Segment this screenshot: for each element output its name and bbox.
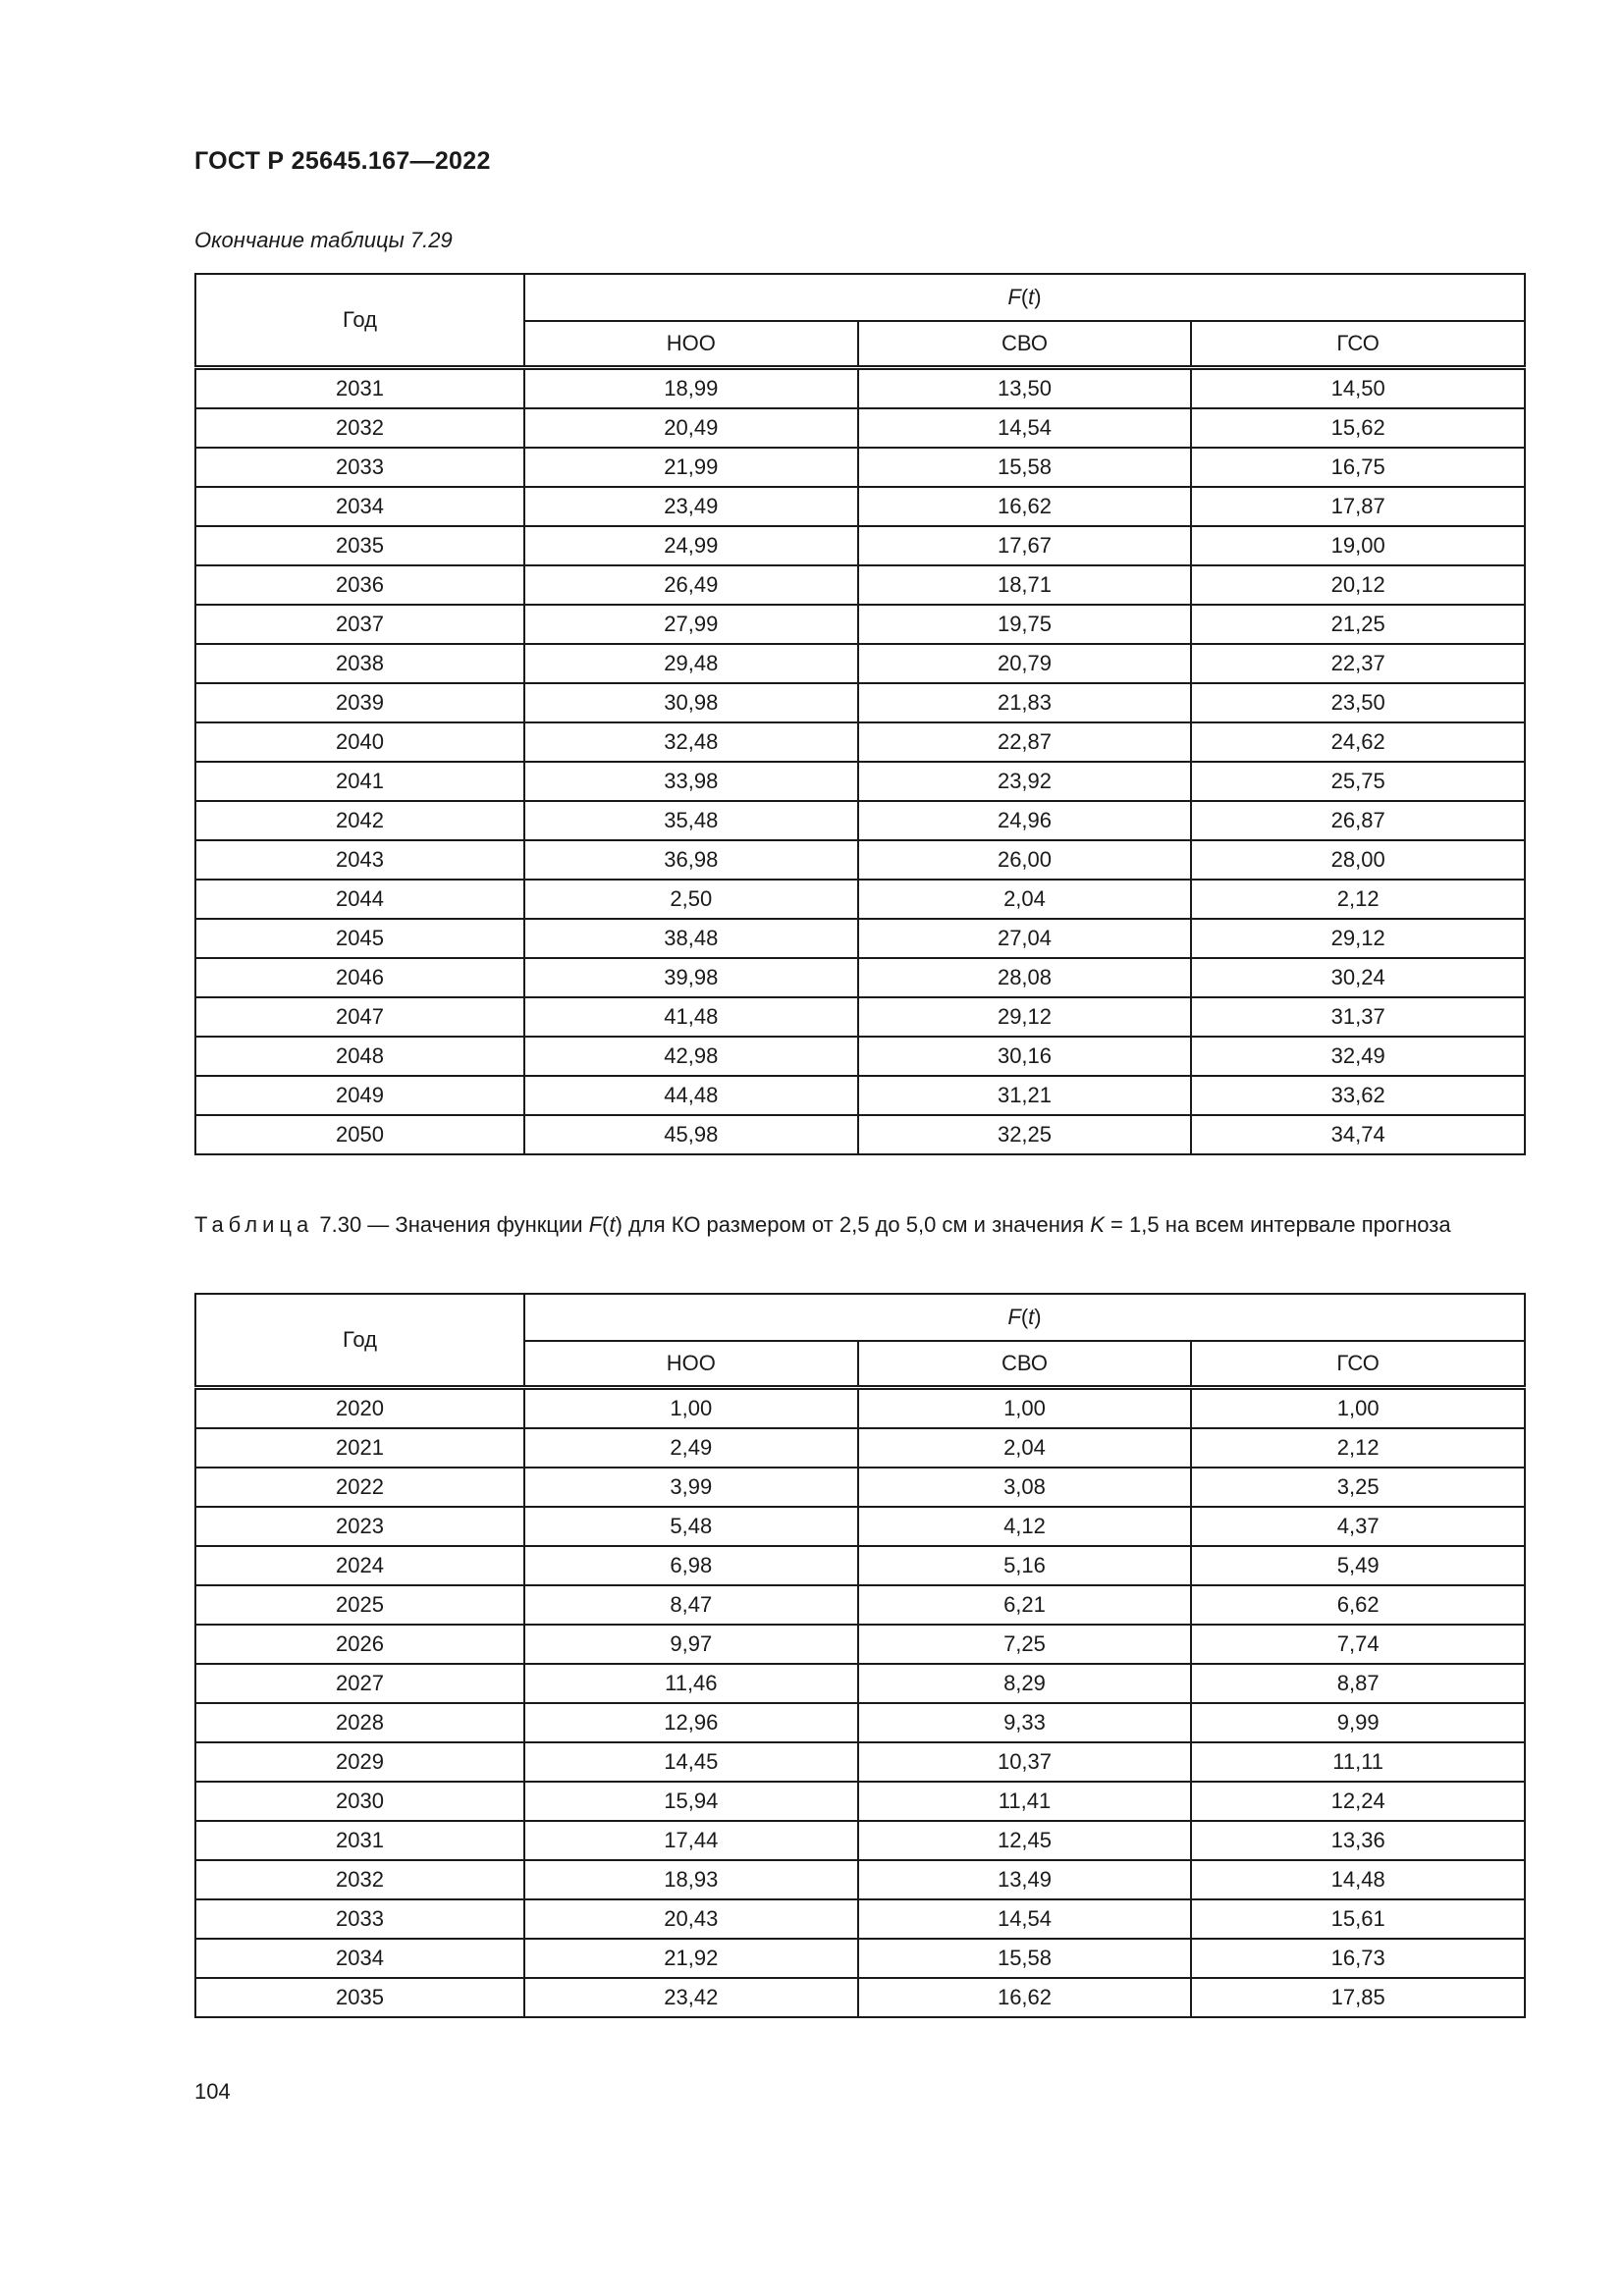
year-cell: 2035: [195, 526, 524, 565]
f-t-header: F(t): [524, 274, 1525, 321]
value-cell: 28,08: [858, 958, 1192, 997]
table-row: [195, 1899, 1525, 1939]
value-cell: 21,92: [524, 1939, 858, 1978]
year-cell: 2043: [195, 840, 524, 880]
value-cell: 14,54: [858, 1899, 1192, 1939]
year-cell: 2032: [195, 408, 524, 448]
value-cell: 21,99: [524, 448, 858, 487]
value-cell: 12,24: [1191, 1782, 1525, 1821]
year-cell: 2020: [195, 1388, 524, 1429]
table-7-30: [194, 1293, 1526, 2018]
table-7-29: [194, 273, 1526, 1155]
table-row: [195, 1115, 1525, 1154]
value-cell: 14,50: [1191, 368, 1525, 409]
value-cell: 20,79: [858, 644, 1192, 683]
table-row: [195, 762, 1525, 801]
value-cell: 38,48: [524, 919, 858, 958]
value-cell: 16,75: [1191, 448, 1525, 487]
value-cell: 18,71: [858, 565, 1192, 605]
value-cell: 13,49: [858, 1860, 1192, 1899]
table-row: [195, 1782, 1525, 1821]
year-cell: 2045: [195, 919, 524, 958]
value-cell: 2,04: [858, 1428, 1192, 1468]
value-cell: 36,98: [524, 840, 858, 880]
value-cell: 16,62: [858, 1978, 1192, 2017]
value-cell: 2,49: [524, 1428, 858, 1468]
year-cell: 2041: [195, 762, 524, 801]
year-cell: 2046: [195, 958, 524, 997]
value-cell: 2,04: [858, 880, 1192, 919]
value-cell: 26,00: [858, 840, 1192, 880]
table-row: [195, 408, 1525, 448]
year-cell: 2049: [195, 1076, 524, 1115]
table-row: [195, 1978, 1525, 2017]
value-cell: 4,37: [1191, 1507, 1525, 1546]
table-body: [195, 1388, 1525, 2018]
value-cell: 17,44: [524, 1821, 858, 1860]
value-cell: 13,36: [1191, 1821, 1525, 1860]
year-cell: 2030: [195, 1782, 524, 1821]
value-cell: 23,42: [524, 1978, 858, 2017]
value-cell: 12,45: [858, 1821, 1192, 1860]
table-row: [195, 526, 1525, 565]
value-cell: 5,48: [524, 1507, 858, 1546]
year-cell: 2025: [195, 1585, 524, 1625]
value-cell: 10,37: [858, 1742, 1192, 1782]
value-cell: 22,37: [1191, 644, 1525, 683]
table-7-30-caption: Таблица 7.30 — Значения функции F(t) для КО размером от 2,5 до 5,0 см и значения K = 1,5 на всем интервале прогноза: [194, 1212, 1451, 1237]
column-header-svo: СВО: [858, 1341, 1192, 1388]
year-cell: 2021: [195, 1428, 524, 1468]
value-cell: 5,16: [858, 1546, 1192, 1585]
table-row: [195, 880, 1525, 919]
value-cell: 9,97: [524, 1625, 858, 1664]
value-cell: 2,12: [1191, 880, 1525, 919]
table-row: [195, 1939, 1525, 1978]
year-cell: 2026: [195, 1625, 524, 1664]
table-row: [195, 1037, 1525, 1076]
table-row: [195, 1860, 1525, 1899]
value-cell: 29,48: [524, 644, 858, 683]
value-cell: 31,21: [858, 1076, 1192, 1115]
table-row: [195, 1507, 1525, 1546]
value-cell: 39,98: [524, 958, 858, 997]
value-cell: 31,37: [1191, 997, 1525, 1037]
value-cell: 6,21: [858, 1585, 1192, 1625]
year-cell: 2024: [195, 1546, 524, 1585]
value-cell: 44,48: [524, 1076, 858, 1115]
value-cell: 19,75: [858, 605, 1192, 644]
value-cell: 8,87: [1191, 1664, 1525, 1703]
value-cell: 25,75: [1191, 762, 1525, 801]
table-body: [195, 368, 1525, 1155]
year-cell: 2033: [195, 448, 524, 487]
value-cell: 45,98: [524, 1115, 858, 1154]
year-cell: 2047: [195, 997, 524, 1037]
table-row: [195, 1428, 1525, 1468]
year-cell: 2034: [195, 1939, 524, 1978]
value-cell: 18,99: [524, 368, 858, 409]
value-cell: 20,12: [1191, 565, 1525, 605]
value-cell: 6,98: [524, 1546, 858, 1585]
year-column-header: Год: [195, 1294, 524, 1388]
year-cell: 2022: [195, 1468, 524, 1507]
value-cell: 21,25: [1191, 605, 1525, 644]
year-cell: 2050: [195, 1115, 524, 1154]
value-cell: 33,98: [524, 762, 858, 801]
value-cell: 26,49: [524, 565, 858, 605]
value-cell: 17,67: [858, 526, 1192, 565]
table-row: [195, 722, 1525, 762]
value-cell: 35,48: [524, 801, 858, 840]
page-number: 104: [194, 2079, 231, 2104]
year-column-header: Год: [195, 274, 524, 368]
value-cell: 8,29: [858, 1664, 1192, 1703]
year-cell: 2028: [195, 1703, 524, 1742]
value-cell: 4,12: [858, 1507, 1192, 1546]
document-header: ГОСТ Р 25645.167—2022: [194, 147, 491, 175]
value-cell: 14,48: [1191, 1860, 1525, 1899]
value-cell: 21,83: [858, 683, 1192, 722]
year-cell: 2042: [195, 801, 524, 840]
value-cell: 24,62: [1191, 722, 1525, 762]
value-cell: 5,49: [1191, 1546, 1525, 1585]
value-cell: 24,96: [858, 801, 1192, 840]
table-row: [195, 1468, 1525, 1507]
value-cell: 9,33: [858, 1703, 1192, 1742]
value-cell: 24,99: [524, 526, 858, 565]
value-cell: 30,16: [858, 1037, 1192, 1076]
year-cell: 2023: [195, 1507, 524, 1546]
value-cell: 32,48: [524, 722, 858, 762]
value-cell: 29,12: [1191, 919, 1525, 958]
table-continuation-label: Окончание таблицы 7.29: [194, 228, 453, 252]
value-cell: 2,50: [524, 880, 858, 919]
value-cell: 20,43: [524, 1899, 858, 1939]
table-row: [195, 1703, 1525, 1742]
year-cell: 2031: [195, 1821, 524, 1860]
column-header-noo: НОО: [524, 1341, 858, 1388]
table-row: [195, 368, 1525, 409]
value-cell: 1,00: [858, 1388, 1192, 1429]
value-cell: 12,96: [524, 1703, 858, 1742]
value-cell: 23,92: [858, 762, 1192, 801]
value-cell: 6,62: [1191, 1585, 1525, 1625]
value-cell: 32,25: [858, 1115, 1192, 1154]
year-cell: 2035: [195, 1978, 524, 2017]
value-cell: 8,47: [524, 1585, 858, 1625]
table-row: [195, 1742, 1525, 1782]
value-cell: 27,99: [524, 605, 858, 644]
year-cell: 2033: [195, 1899, 524, 1939]
value-cell: 1,00: [1191, 1388, 1525, 1429]
year-cell: 2027: [195, 1664, 524, 1703]
table-row: [195, 1625, 1525, 1664]
value-cell: 11,46: [524, 1664, 858, 1703]
table-row: [195, 1585, 1525, 1625]
year-cell: 2032: [195, 1860, 524, 1899]
value-cell: 15,62: [1191, 408, 1525, 448]
value-cell: 14,54: [858, 408, 1192, 448]
table-row: [195, 487, 1525, 526]
column-header-noo: НОО: [524, 321, 858, 368]
year-cell: 2029: [195, 1742, 524, 1782]
table-row: [195, 840, 1525, 880]
value-cell: 17,87: [1191, 487, 1525, 526]
value-cell: 29,12: [858, 997, 1192, 1037]
value-cell: 18,93: [524, 1860, 858, 1899]
value-cell: 23,49: [524, 487, 858, 526]
value-cell: 13,50: [858, 368, 1192, 409]
value-cell: 27,04: [858, 919, 1192, 958]
column-header-svo: СВО: [858, 321, 1192, 368]
year-cell: 2040: [195, 722, 524, 762]
value-cell: 15,94: [524, 1782, 858, 1821]
value-cell: 2,12: [1191, 1428, 1525, 1468]
value-cell: 15,61: [1191, 1899, 1525, 1939]
value-cell: 15,58: [858, 448, 1192, 487]
value-cell: 26,87: [1191, 801, 1525, 840]
value-cell: 42,98: [524, 1037, 858, 1076]
f-t-header: F(t): [524, 1294, 1525, 1341]
value-cell: 23,50: [1191, 683, 1525, 722]
table-row: [195, 1546, 1525, 1585]
value-cell: 28,00: [1191, 840, 1525, 880]
column-header-gso: ГСО: [1191, 1341, 1525, 1388]
year-cell: 2048: [195, 1037, 524, 1076]
value-cell: 16,62: [858, 487, 1192, 526]
value-cell: 20,49: [524, 408, 858, 448]
value-cell: 7,25: [858, 1625, 1192, 1664]
year-cell: 2031: [195, 368, 524, 409]
table-row: [195, 1664, 1525, 1703]
table-row: [195, 1076, 1525, 1115]
value-cell: 15,58: [858, 1939, 1192, 1978]
value-cell: 34,74: [1191, 1115, 1525, 1154]
table-row: [195, 644, 1525, 683]
value-cell: 16,73: [1191, 1939, 1525, 1978]
year-cell: 2036: [195, 565, 524, 605]
value-cell: 30,98: [524, 683, 858, 722]
value-cell: 3,08: [858, 1468, 1192, 1507]
value-cell: 22,87: [858, 722, 1192, 762]
value-cell: 11,41: [858, 1782, 1192, 1821]
value-cell: 1,00: [524, 1388, 858, 1429]
value-cell: 30,24: [1191, 958, 1525, 997]
table-row: [195, 448, 1525, 487]
table-row: [195, 605, 1525, 644]
year-cell: 2039: [195, 683, 524, 722]
value-cell: 32,49: [1191, 1037, 1525, 1076]
table-row: [195, 997, 1525, 1037]
table-row: [195, 958, 1525, 997]
table-row: [195, 683, 1525, 722]
year-cell: 2038: [195, 644, 524, 683]
year-cell: 2034: [195, 487, 524, 526]
value-cell: 19,00: [1191, 526, 1525, 565]
year-cell: 2037: [195, 605, 524, 644]
table-row: [195, 801, 1525, 840]
value-cell: 3,25: [1191, 1468, 1525, 1507]
table-row: [195, 1821, 1525, 1860]
value-cell: 17,85: [1191, 1978, 1525, 2017]
value-cell: 33,62: [1191, 1076, 1525, 1115]
value-cell: 14,45: [524, 1742, 858, 1782]
value-cell: 11,11: [1191, 1742, 1525, 1782]
year-cell: 2044: [195, 880, 524, 919]
table-row: [195, 1388, 1525, 1429]
table-row: [195, 565, 1525, 605]
value-cell: 7,74: [1191, 1625, 1525, 1664]
value-cell: 9,99: [1191, 1703, 1525, 1742]
table-row: [195, 919, 1525, 958]
value-cell: 41,48: [524, 997, 858, 1037]
value-cell: 3,99: [524, 1468, 858, 1507]
column-header-gso: ГСО: [1191, 321, 1525, 368]
